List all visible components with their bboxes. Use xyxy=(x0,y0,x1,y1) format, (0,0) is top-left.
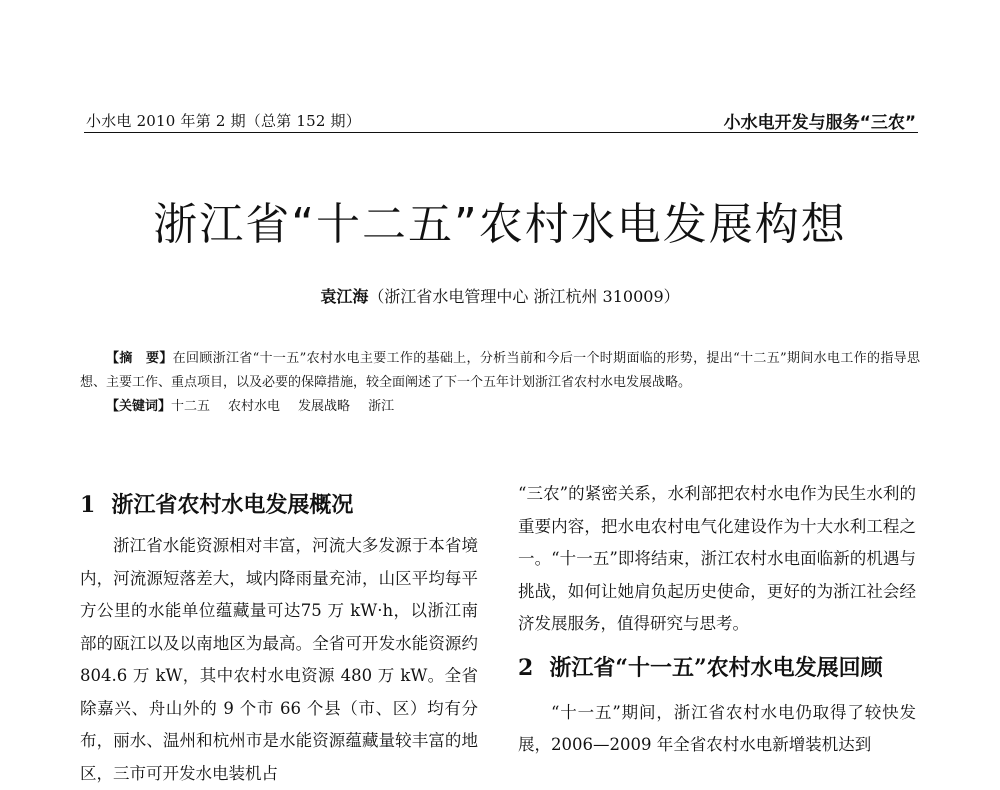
article-title: 浙江省“十二五”农村水电发展构想 xyxy=(153,199,847,250)
section-number: 2 xyxy=(518,654,534,681)
abstract-block xyxy=(80,347,920,419)
right-column xyxy=(518,478,916,762)
author-name: 袁江海 xyxy=(320,287,369,306)
author-line xyxy=(0,284,1000,307)
section-2-paragraph: “十一五”期间，浙江省农村水电仍取得了较快发展，2006—2009 年全省农村水电新增装机达到 xyxy=(518,702,916,754)
left-column xyxy=(80,488,478,790)
abstract-label: 【摘 要】 xyxy=(106,351,173,366)
keyword: 浙江 xyxy=(368,399,395,414)
running-header xyxy=(84,106,918,133)
column-title: 小水电开发与服务“三农” xyxy=(723,113,916,133)
section-1-paragraph: 浙江省水能资源相对丰富，河流大多发源于本省境内，河流源短落差大，域内降雨量充沛，山区平均每平方公里的水能单位蕴藏量可达75 万 kW·h，以浙江南部的瓯江以及以南地区为最高。全省可开发水能资源约 804.6 万 kW，其中农村水电资源 480 万 kW。全省除嘉兴、舟山外的 9 个市 66 个县（市、区）均有分布，丽水、温州和杭州市是水能资源蕴藏量较丰富的地区，三市可开发水电装机占 xyxy=(80,536,478,783)
keywords-label: 【关键词】 xyxy=(106,399,172,414)
keyword: 农村水电 xyxy=(228,399,281,414)
abstract-paragraph xyxy=(80,347,920,395)
section-title: 浙江省农村水电发展概况 xyxy=(111,492,354,518)
keywords-line xyxy=(80,395,920,419)
section-2-heading xyxy=(518,651,916,685)
section-1-heading xyxy=(80,488,478,522)
section-number: 1 xyxy=(80,492,96,518)
journal-issue-info: 小水电 2010 年第 2 期（总第 152 期） xyxy=(86,112,361,130)
keyword: 发展战略 xyxy=(298,399,351,414)
section-title: 浙江省“十一五”农村水电发展回顾 xyxy=(549,654,883,681)
abstract-text: 在回顾浙江省“十一五”农村水电主要工作的基础上，分析当前和今后一个时期面临的形势，提出“十二五”期间水电工作的指导思想、主要工作、重点项目，以及必要的保障措施，较全面阐述了下一个五年计划浙江省农村水电发展战略。 xyxy=(80,351,920,390)
author-affiliation: （浙江省水电管理中心 浙江杭州 310009） xyxy=(368,287,680,306)
continued-paragraph: “三农”的紧密关系，水利部把农村水电作为民生水利的重要内容，把水电农村电气化建设作为十大水利工程之一。“十一五”即将结束，浙江农村水电面临新的机遇与挑战，如何让她肩负起历史使命，更好的为浙江社会经济发展服务，值得研究与思考。 xyxy=(518,484,916,633)
keyword: 十二五 xyxy=(171,399,211,414)
